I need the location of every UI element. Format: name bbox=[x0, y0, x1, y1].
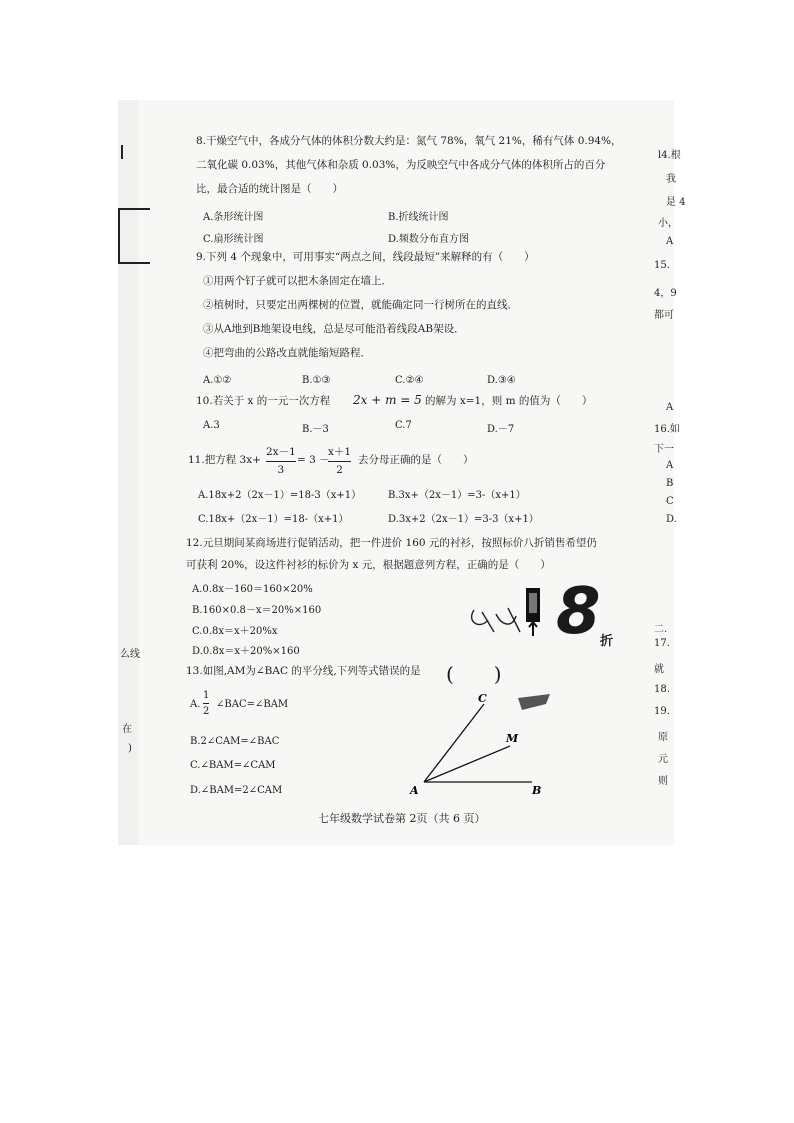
right-edge-text-21: 原 bbox=[658, 732, 668, 743]
q8-option-a: A.条形统计图 bbox=[203, 212, 264, 223]
q12-promo-zhe: 折 bbox=[600, 634, 614, 649]
right-edge-text-12: A bbox=[666, 460, 674, 471]
left-edge-text-3: ) bbox=[128, 743, 132, 754]
q11-option-c: C.18x+（2x－1）=18-（x+1） bbox=[198, 514, 349, 525]
right-edge-text-8: 都可 bbox=[654, 310, 674, 321]
q9-option-b: B.①③ bbox=[302, 375, 331, 386]
q11-fraction-1-denominator: 3 bbox=[277, 464, 285, 476]
right-edge-text-20: 19. bbox=[654, 706, 670, 717]
q11-stem-post: 去分母正确的是（ ） bbox=[358, 454, 474, 466]
q8-option-c: C.扇形统计图 bbox=[203, 234, 264, 245]
right-edge-text-5: A bbox=[666, 236, 674, 247]
q11-option-b: B.3x+（2x－1）=3-（x+1） bbox=[388, 490, 526, 501]
page-footer: 七年级数学试卷第 2页（共 6 页） bbox=[318, 812, 486, 825]
right-edge-text-15: D. bbox=[666, 514, 677, 525]
q11-option-a: A.18x+2（2x－1）=18-3（x+1） bbox=[198, 490, 362, 501]
right-edge-text-16: 二. bbox=[654, 624, 668, 635]
q11-stem-pre: 11.把方程 3x+ bbox=[188, 454, 261, 466]
right-edge-text-14: C bbox=[666, 496, 674, 507]
right-edge-text-7: 4，9 bbox=[654, 288, 677, 299]
right-edge-text-17: 17. bbox=[654, 638, 670, 649]
left-margin-box bbox=[118, 208, 150, 264]
q9-option-a: A.①② bbox=[203, 375, 232, 386]
q13-option-a-bar bbox=[203, 703, 209, 704]
q12-option-c: C.0.8x＝x＋20%x bbox=[192, 626, 278, 637]
q10-equation: 2x + m = 5 bbox=[353, 393, 422, 407]
left-edge-text-1: 么线 bbox=[120, 649, 140, 660]
right-edge-text-9: A bbox=[666, 402, 674, 413]
q12-option-d: D.0.8x＝x＋20%×160 bbox=[192, 646, 300, 657]
q12-option-b: B.160×0.8－x＝20%×160 bbox=[192, 605, 322, 616]
q10-stem-post: 的解为 x=1，则 m 的值为（ ） bbox=[425, 395, 593, 407]
q9-option-c: C.②④ bbox=[395, 375, 424, 386]
right-edge-text-13: B bbox=[666, 478, 674, 489]
q13-answer-bracket: ( ) bbox=[446, 662, 502, 686]
right-edge-text-10: 16.如 bbox=[654, 424, 680, 435]
point-label-b: B bbox=[532, 784, 542, 797]
right-edge-text-2: 我 bbox=[666, 174, 676, 185]
q10-stem-pre: 10.若关于 x 的一元一次方程 bbox=[196, 395, 331, 407]
q9-statement-1: ①用两个钉子就可以把木条固定在墙上． bbox=[203, 275, 392, 287]
q13-option-a-denominator: 2 bbox=[203, 706, 210, 717]
q13-angle-diagram bbox=[400, 680, 560, 800]
left-margin-mark bbox=[121, 145, 123, 159]
q11-fraction-1-numerator: 2x－1 bbox=[266, 446, 296, 458]
q13-stem: 13.如图,AM为∠BAC 的平分线,下列等式错误的是 bbox=[186, 665, 421, 677]
point-label-c: C bbox=[478, 692, 487, 705]
right-edge-text-22: 元 bbox=[658, 754, 668, 765]
point-label-m: M bbox=[506, 732, 519, 745]
q10-option-c: C.7 bbox=[395, 420, 412, 431]
q11-fraction-1-bar bbox=[266, 461, 296, 462]
q10-option-b: B.－3 bbox=[302, 424, 329, 435]
ray-ac bbox=[424, 704, 484, 782]
right-edge-text-4: 小， bbox=[658, 218, 678, 229]
q12-line2: 可获利 20%，设这件衬衫的标价为 x 元，根据题意列方程，正确的是（ ） bbox=[186, 559, 551, 571]
q13-option-d: D.∠BAM=2∠CAM bbox=[190, 785, 283, 796]
q11-equals-three: = 3 － bbox=[297, 454, 330, 466]
right-edge-text-11: 下一 bbox=[654, 444, 674, 455]
q10-option-d: D.－7 bbox=[487, 424, 515, 435]
q9-statement-4: ④把弯曲的公路改直就能缩短路程． bbox=[203, 347, 371, 359]
q8-line2: 二氧化碳 0.03%，其他气体和杂质 0.03%，为反映空气中各成分气体的体积所占的百分 bbox=[196, 159, 606, 171]
right-edge-text-3: 是 4 bbox=[666, 197, 686, 208]
q8-line3: 比，最合适的统计图是（ ） bbox=[196, 183, 343, 195]
q11-fraction-2-denominator: 2 bbox=[336, 464, 343, 476]
q11-fraction-2-numerator: x＋1 bbox=[328, 446, 352, 458]
handwritten-scribble bbox=[472, 608, 520, 632]
ink-smudge bbox=[518, 694, 550, 710]
ray-am bbox=[424, 746, 510, 782]
left-edge-text-2: 在 bbox=[122, 724, 132, 735]
q9-statement-3: ③从A地到B地架设电线，总是尽可能沿着线段AB架设． bbox=[203, 323, 465, 335]
q11-option-d: D.3x+2（2x－1）=3-3（x+1） bbox=[388, 514, 539, 525]
q12-line1: 12.元旦期间某商场进行促销活动，把一件进价 160 元的衬衫，按照标价八折销售希望仍 bbox=[186, 537, 597, 549]
q13-option-a-fraction bbox=[203, 690, 209, 717]
q13-option-a-prefix: A. bbox=[190, 699, 201, 710]
point-label-a: A bbox=[410, 784, 419, 797]
q12-promo-big-8: 8 bbox=[556, 575, 601, 649]
q12-option-a: A.0.8x－160＝160×20% bbox=[192, 584, 313, 595]
q8-option-b: B.折线统计图 bbox=[388, 212, 449, 223]
q9-option-d: D.③④ bbox=[487, 375, 516, 386]
q11-fraction-1 bbox=[266, 444, 296, 476]
q13-option-b: B.2∠CAM=∠BAC bbox=[190, 736, 280, 747]
q11-fraction-2 bbox=[328, 444, 351, 476]
q9-stem: 9.下列 4 个现象中，可用事实“两点之间，线段最短”来解释的有（ ） bbox=[196, 251, 535, 263]
q8-option-d: D.频数分布直方图 bbox=[388, 234, 469, 245]
right-edge-text-19: 18. bbox=[654, 684, 670, 695]
q10-option-a: A.3 bbox=[203, 420, 220, 431]
q8-line1: 8.干燥空气中，各成分气体的体积分数大约是：氮气 78%，氧气 21%，稀有气体 0.94%， bbox=[196, 135, 622, 147]
right-edge-text-18: 就 bbox=[654, 664, 664, 675]
right-edge-text-6: 15. bbox=[654, 260, 670, 271]
right-edge-text-1: l4.根 bbox=[658, 150, 681, 161]
q9-statement-2: ②植树时，只要定出两棵树的位置，就能确定同一行树所在的直线． bbox=[203, 299, 518, 311]
q13-option-c: C.∠BAM=∠CAM bbox=[190, 760, 276, 771]
right-edge-text-23: 则 bbox=[658, 776, 668, 787]
promo-tag-detail bbox=[529, 593, 537, 613]
q13-option-a-numerator: 1 bbox=[203, 690, 210, 701]
q11-fraction-2-bar bbox=[328, 461, 351, 462]
q13-option-a-rest: ∠BAC=∠BAM bbox=[216, 699, 289, 710]
